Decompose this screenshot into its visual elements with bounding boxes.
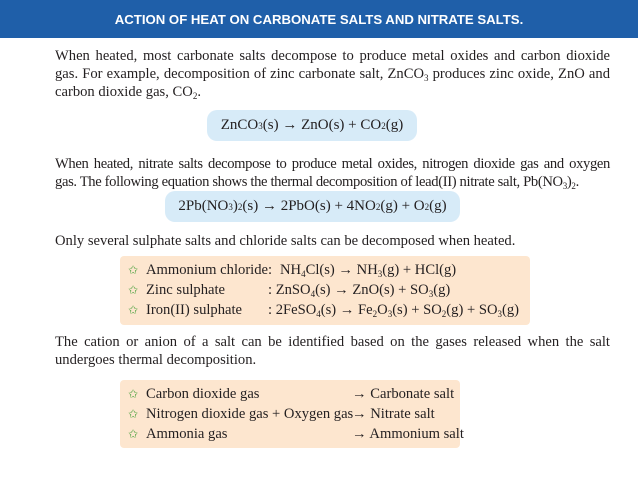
subscript: 2	[571, 181, 576, 191]
text-run: : 2FeSO	[268, 301, 317, 318]
subscript: 4	[316, 308, 321, 319]
subscript: 3	[387, 308, 393, 319]
text-run: (g) + O	[380, 198, 425, 214]
gas-name: Nitrogen dioxide gas + Oxygen gas	[146, 405, 354, 422]
decomposition-box	[120, 256, 530, 325]
subscript: 3	[497, 308, 502, 319]
paragraph-line: When heated, most carbonate salts decompose to produce metal oxides and carbon dioxide	[55, 48, 610, 64]
paragraph-line: The cation or anion of a salt can be identified based on the gases released when the salt	[55, 334, 610, 350]
paragraph-line: When heated, nitrate salts decompose to produce metal oxides, nitrogen dioxide gas and oxygen	[55, 156, 610, 172]
paragraph-identification	[55, 333, 610, 369]
text-run: (s) → 2PbO(s) + 4NO	[242, 198, 376, 214]
slide-title-bar	[0, 0, 638, 38]
paragraph-carbonate	[55, 47, 610, 101]
paragraph-line	[55, 83, 610, 101]
salt-result: → Nitrate salt	[352, 405, 435, 422]
salt-name: Ammonium chloride:	[146, 261, 273, 278]
subscript: 2	[192, 91, 198, 101]
star-icon: ✩	[128, 303, 139, 317]
paragraph-line	[55, 173, 610, 191]
text-run: (g)	[385, 117, 404, 133]
salt-name: Zinc sulphate	[146, 281, 226, 298]
subscript: 3	[423, 73, 429, 83]
text-run: (g) + SO	[446, 301, 498, 318]
text-run: (g)	[433, 281, 451, 298]
subscript: 3	[562, 181, 567, 191]
text-run: 2Pb(NO	[178, 198, 229, 214]
text-run: carbon dioxide gas, CO	[55, 84, 193, 100]
gas-name: Carbon dioxide gas	[146, 385, 260, 402]
text-run: (g) + HCl(g)	[382, 261, 457, 278]
subscript: 2	[372, 308, 378, 319]
subscript: 3	[428, 288, 434, 299]
subscript: 4	[301, 268, 306, 279]
star-icon: ✩	[128, 427, 139, 441]
text-run: O	[377, 301, 388, 318]
star-icon: ✩	[128, 387, 139, 401]
text-run: (s) → Fe	[320, 301, 373, 318]
text-run: ZnCO	[220, 117, 259, 133]
text-run: )	[232, 198, 238, 214]
equation-lead-nitrate: 2Pb(NO 3 ) 2 (s) → 2PbO(s) + 4NO 2 (g) + O 2 (g)	[165, 191, 460, 222]
decomposition-equation	[268, 302, 519, 319]
text-run: (s) → ZnO(s) + SO	[315, 281, 429, 298]
gas-identification-box	[120, 380, 464, 448]
text-run: (s) + SO	[392, 301, 442, 318]
decomposition-equation	[280, 262, 456, 279]
text-run: : ZnSO	[268, 281, 311, 298]
gas-name: Ammonia gas	[146, 425, 228, 442]
paragraph-sulphate-chloride	[55, 232, 610, 250]
text-run: Cl(s) → NH	[305, 261, 378, 278]
paragraph-line: undergoes thermal decomposition.	[55, 352, 257, 368]
text-run: gas. For example, decomposition of zinc carbonate salt, ZnCO	[55, 66, 424, 82]
subscript: 3	[377, 268, 383, 279]
star-icon: ✩	[128, 407, 139, 421]
paragraph-line	[55, 65, 610, 83]
text-run: (g)	[429, 198, 447, 214]
salt-name: Iron(II) sulphate	[146, 301, 243, 318]
star-icon: ✩	[128, 283, 139, 297]
subscript: 2	[441, 308, 447, 319]
text-run: produces zinc oxide, ZnO and	[428, 66, 610, 82]
text-run: .	[197, 84, 201, 100]
salt-result: → Carbonate salt	[352, 385, 455, 402]
subscript: 4	[310, 288, 316, 299]
slide-title: ACTION OF HEAT ON CARBONATE SALTS AND NITRATE SALTS.	[114, 11, 524, 27]
text-run: )	[566, 174, 572, 190]
decomposition-equation	[268, 282, 450, 299]
text-run: (s) → ZnO(s) + CO	[262, 117, 382, 133]
salt-result: → Ammonium salt	[352, 425, 464, 442]
star-icon: ✩	[128, 263, 139, 277]
paragraph-line: Only several sulphate salts and chloride salts can be decomposed when heated.	[55, 233, 516, 249]
text-run: NH	[280, 261, 302, 278]
equation-zinc-carbonate: ZnCO 3 (s) → ZnO(s) + CO 2 (g)	[207, 110, 417, 141]
paragraph-nitrate	[55, 155, 610, 191]
text-run: (g)	[501, 301, 520, 318]
text-run: gas. The following equation shows the thermal decomposition of lead(II) nitrate salt, Pb(NO	[55, 174, 563, 190]
text-run: .	[575, 174, 579, 190]
